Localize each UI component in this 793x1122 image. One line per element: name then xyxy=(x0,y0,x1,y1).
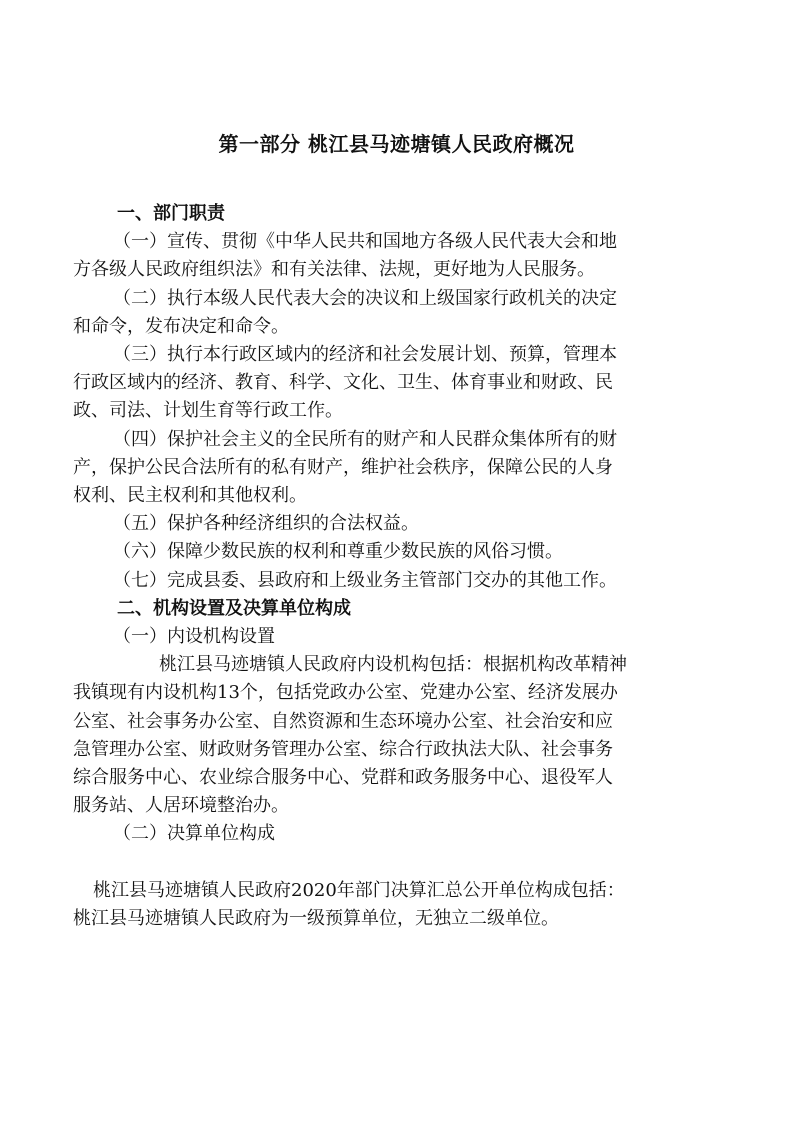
section-heading-structure: 二、机构设置及决算单位构成 xyxy=(117,597,351,619)
duty-item-3-line-2: 行政区域内的经济、教育、科学、文化、卫生、体育事业和财政、民 xyxy=(73,372,613,394)
internal-units-line-2: 我镇现有内设机构13个，包括党政办公室、党建办公室、经济发展办 xyxy=(73,682,618,704)
duty-item-2-line-1: （二）执行本级人民代表大会的决议和上级国家行政机关的决定 xyxy=(113,287,617,309)
duty-item-5: （五）保护各种经济组织的合法权益。 xyxy=(113,513,419,535)
page-title: 第一部分 桃江县马迹塘镇人民政府概况 xyxy=(218,132,575,156)
budget-units-line-1: 桃江县马迹塘镇人民政府2020年部门决算汇总公开单位构成包括： xyxy=(93,879,625,901)
internal-units-line-4: 急管理办公室、财政财务管理办公室、综合行政执法大队、社会事务 xyxy=(73,738,613,760)
subheading-internal-units: （一）内设机构设置 xyxy=(113,626,275,648)
duty-item-6: （六）保障少数民族的权利和尊重少数民族的风俗习惯。 xyxy=(113,541,563,563)
duty-item-4-line-3: 权利、民主权利和其他权利。 xyxy=(73,485,307,507)
internal-units-line-1: 桃江县马迹塘镇人民政府内设机构包括：根据机构改革精神 xyxy=(159,654,627,676)
internal-units-line-5: 综合服务中心、农业综合服务中心、党群和政务服务中心、退役军人 xyxy=(73,767,613,789)
duty-item-4-line-2: 产，保护公民合法所有的私有财产，维护社会秩序，保障公民的人身 xyxy=(73,456,613,478)
budget-units-line-2: 桃江县马迹塘镇人民政府为一级预算单位，无独立二级单位。 xyxy=(73,907,559,929)
duty-item-1-line-1: （一）宣传、贯彻《中华人民共和国地方各级人民代表大会和地 xyxy=(113,231,617,253)
section-heading-duties: 一、部门职责 xyxy=(117,203,225,224)
internal-units-line-6: 服务站、人居环境整治办。 xyxy=(73,795,289,817)
document-body xyxy=(73,200,719,933)
paragraph-gap xyxy=(73,849,719,877)
duty-item-2-line-2: 和命令，发布决定和命令。 xyxy=(73,315,289,337)
duty-item-1-line-2: 方各级人民政府组织法》和有关法律、法规，更好地为人民服务。 xyxy=(73,259,595,281)
internal-units-line-3: 公室、社会事务办公室、自然资源和生态环境办公室、社会治安和应 xyxy=(73,710,613,732)
duty-item-7: （七）完成县委、县政府和上级业务主管部门交办的其他工作。 xyxy=(113,569,617,591)
subheading-budget-units: （二）决算单位构成 xyxy=(113,823,275,845)
duty-item-3-line-1: （三）执行本行政区域内的经济和社会发展计划、预算，管理本 xyxy=(113,344,617,366)
duty-item-4-line-1: （四）保护社会主义的全民所有的财产和人民群众集体所有的财 xyxy=(113,428,617,450)
duty-item-3-line-3: 政、司法、计划生育等行政工作。 xyxy=(73,400,343,422)
